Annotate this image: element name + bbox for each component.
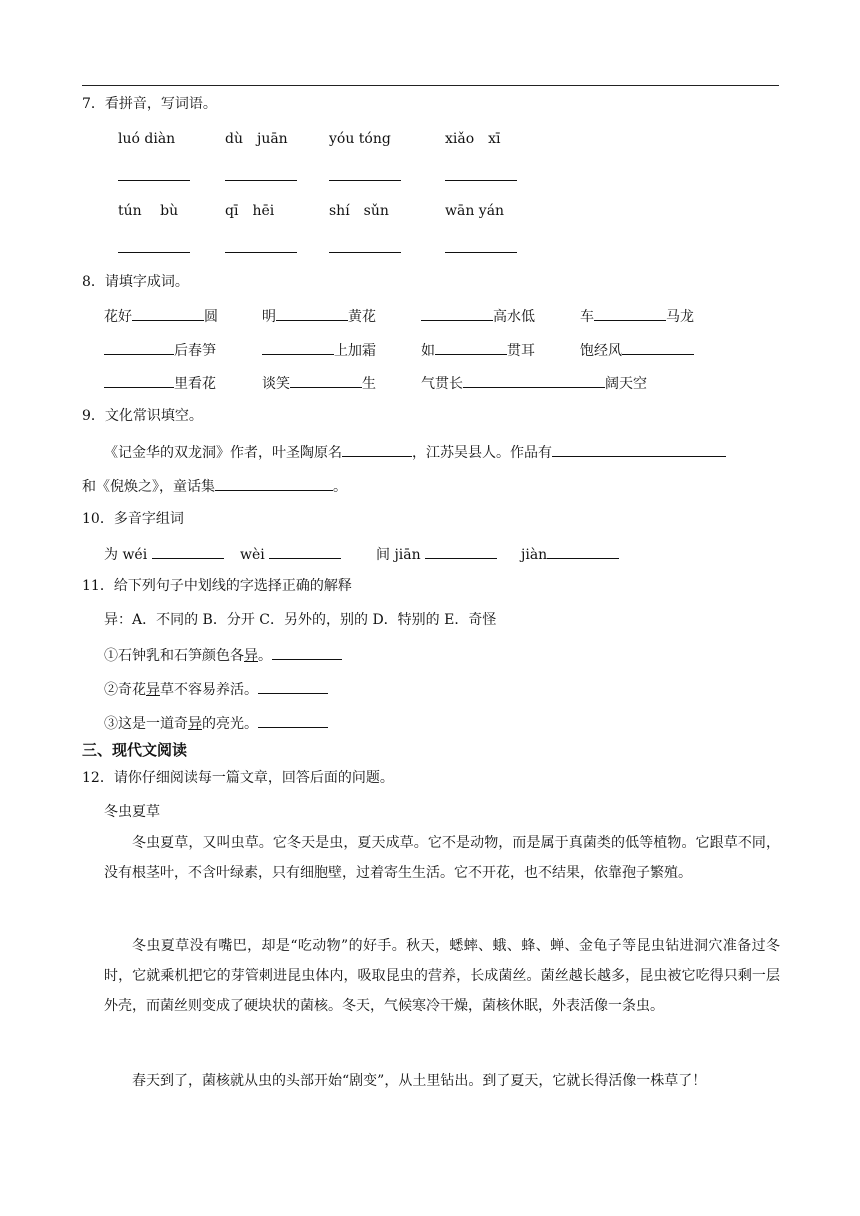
pinyin-luodian: luó diàn <box>118 131 176 147</box>
idiom-item <box>262 340 376 360</box>
polyphone-item <box>104 544 224 564</box>
answer-blank[interactable] <box>547 544 619 559</box>
answer-blank[interactable] <box>622 340 694 355</box>
article-title: 冬虫夏草 <box>104 804 160 820</box>
pinyin-xiaoxi: xiǎo xī <box>445 131 501 147</box>
q11-title: 11．给下列句子中划线的字选择正确的解释 <box>82 578 352 594</box>
answer-blank[interactable] <box>132 306 204 321</box>
idiom-item <box>580 306 694 326</box>
idiom-text: 如 <box>421 343 435 359</box>
idiom-text: 车 <box>580 309 594 325</box>
polyphone-label: 为 wéi <box>104 547 148 563</box>
answer-blank[interactable] <box>272 645 342 660</box>
q12-title: 12．请你仔细阅读每一篇文章，回答后面的问题。 <box>82 770 394 786</box>
idiom-text: 气贯长 <box>421 376 463 392</box>
idiom-item <box>262 373 376 393</box>
sentence-text: ①石钟乳和石笋颜色各 <box>104 648 244 664</box>
answer-blank[interactable] <box>262 340 334 355</box>
sentence-text: 。 <box>258 648 272 664</box>
q8-title: 8．请填字成词。 <box>82 274 189 290</box>
idiom-item <box>104 373 216 393</box>
q7-title: 7．看拼音，写词语。 <box>82 96 217 112</box>
idiom-text: 黄花 <box>348 309 376 325</box>
underlined-char: 异 <box>244 648 258 664</box>
answer-blank[interactable] <box>276 306 348 321</box>
answer-blank[interactable] <box>225 166 297 181</box>
idiom-item <box>262 306 376 326</box>
answer-blank[interactable] <box>435 340 507 355</box>
q9-title: 9．文化常识填空。 <box>82 408 203 424</box>
idiom-text: 高水低 <box>493 309 535 325</box>
underlined-char: 异 <box>188 716 202 732</box>
polyphone-item <box>240 544 341 564</box>
idiom-item <box>421 373 647 393</box>
q11-sentence-2 <box>104 679 328 699</box>
sentence-text: ②奇花 <box>104 682 146 698</box>
q9-text: 。 <box>333 479 347 495</box>
idiom-text: 明 <box>262 309 276 325</box>
header-rule <box>82 85 779 86</box>
q9-text: 《记金华的双龙洞》作者，叶圣陶原名 <box>104 445 342 461</box>
answer-blank[interactable] <box>258 713 328 728</box>
answer-blank[interactable] <box>421 306 493 321</box>
idiom-text: 饱经风 <box>580 343 622 359</box>
answer-blank[interactable] <box>104 373 174 388</box>
answer-blank[interactable] <box>118 238 190 253</box>
q9-line-2 <box>82 476 347 496</box>
idiom-text: 生 <box>362 376 376 392</box>
q11-sentence-3 <box>104 713 328 733</box>
idiom-item <box>104 340 216 360</box>
sentence-text: ③这是一道奇 <box>104 716 188 732</box>
answer-blank[interactable] <box>225 238 297 253</box>
answer-blank[interactable] <box>342 442 412 457</box>
polyphone-label: jiàn <box>521 547 548 563</box>
idiom-item <box>421 340 535 360</box>
article-paragraph-1: 冬虫夏草，又叫虫草。它冬天是虫，夏天成草。它不是动物，而是属于真菌类的低等植物。它跟草不同，没有根茎叶，不含叶绿素，只有细胞壁，过着寄生生活。它不开花，也不结果，依靠孢子繁殖。 <box>104 835 780 881</box>
idiom-text: 马龙 <box>666 309 694 325</box>
idiom-item <box>421 306 535 326</box>
q11-options: 异：A．不同的 B．分开 C．另外的，别的 D．特别的 E．奇怪 <box>104 612 497 628</box>
pinyin-youtong: yóu tóng <box>329 131 391 147</box>
article-paragraph-2: 冬虫夏草没有嘴巴，却是“吃动物”的好手。秋天，蟋蟀、蛾、蜂、蝉、金龟子等昆虫钻进洞穴准备过冬时，它就乘机把它的芽管刺进昆虫体内，吸取昆虫的营养，长成菌丝。菌丝越长越多，昆虫被它吃得只剩一层外壳，而菌丝则变成了硬块状的菌核。冬天，气候寒冷干燥，菌核休眠，外表活像一条虫。 <box>104 938 780 1014</box>
pinyin-tunbu: tún bù <box>118 203 179 219</box>
q11-sentence-1 <box>104 645 342 665</box>
polyphone-label: wèi <box>240 547 265 563</box>
answer-blank[interactable] <box>118 166 190 181</box>
idiom-text: 花好 <box>104 309 132 325</box>
answer-blank[interactable] <box>329 166 401 181</box>
answer-blank[interactable] <box>552 442 726 457</box>
polyphone-item <box>521 544 619 564</box>
idiom-item <box>104 306 218 326</box>
answer-blank[interactable] <box>463 373 605 388</box>
idiom-text: 上加霜 <box>334 343 376 359</box>
sentence-text: 草不容易养活。 <box>160 682 258 698</box>
answer-blank[interactable] <box>425 544 497 559</box>
idiom-text: 谈笑 <box>262 376 290 392</box>
answer-blank[interactable] <box>445 166 517 181</box>
idiom-text: 里看花 <box>174 376 216 392</box>
idiom-text: 圆 <box>204 309 218 325</box>
answer-blank[interactable] <box>269 544 341 559</box>
section-heading: 三、现代文阅读 <box>82 741 188 759</box>
answer-blank[interactable] <box>290 373 362 388</box>
answer-blank[interactable] <box>152 544 224 559</box>
polyphone-item <box>376 544 497 564</box>
pinyin-shisun: shí sǔn <box>329 203 389 219</box>
answer-blank[interactable] <box>594 306 666 321</box>
q9-line-1 <box>104 442 726 462</box>
answer-blank[interactable] <box>329 238 401 253</box>
pinyin-wanyan: wān yán <box>445 203 505 219</box>
polyphone-label: 间 jiān <box>376 547 421 563</box>
pinyin-dujuan: dù juān <box>225 131 288 147</box>
idiom-item <box>580 340 694 360</box>
q9-text: 和《倪焕之》，童话集 <box>82 479 215 495</box>
sentence-text: 的亮光。 <box>202 716 258 732</box>
pinyin-qihei: qī hēi <box>225 203 275 219</box>
q9-text: ，江苏吴县人。作品有 <box>412 445 552 461</box>
idiom-text: 贯耳 <box>507 343 535 359</box>
underlined-char: 异 <box>146 682 160 698</box>
answer-blank[interactable] <box>215 476 333 491</box>
answer-blank[interactable] <box>258 679 328 694</box>
answer-blank[interactable] <box>104 340 174 355</box>
answer-blank[interactable] <box>445 238 517 253</box>
article-paragraph-3: 春天到了，菌核就从虫的头部开始“剧变”，从土里钻出。到了夏天，它就长得活像一株草了！ <box>132 1073 707 1089</box>
idiom-text: 阔天空 <box>605 376 647 392</box>
q10-title: 10．多音字组词 <box>82 511 184 527</box>
idiom-text: 后春笋 <box>174 343 216 359</box>
